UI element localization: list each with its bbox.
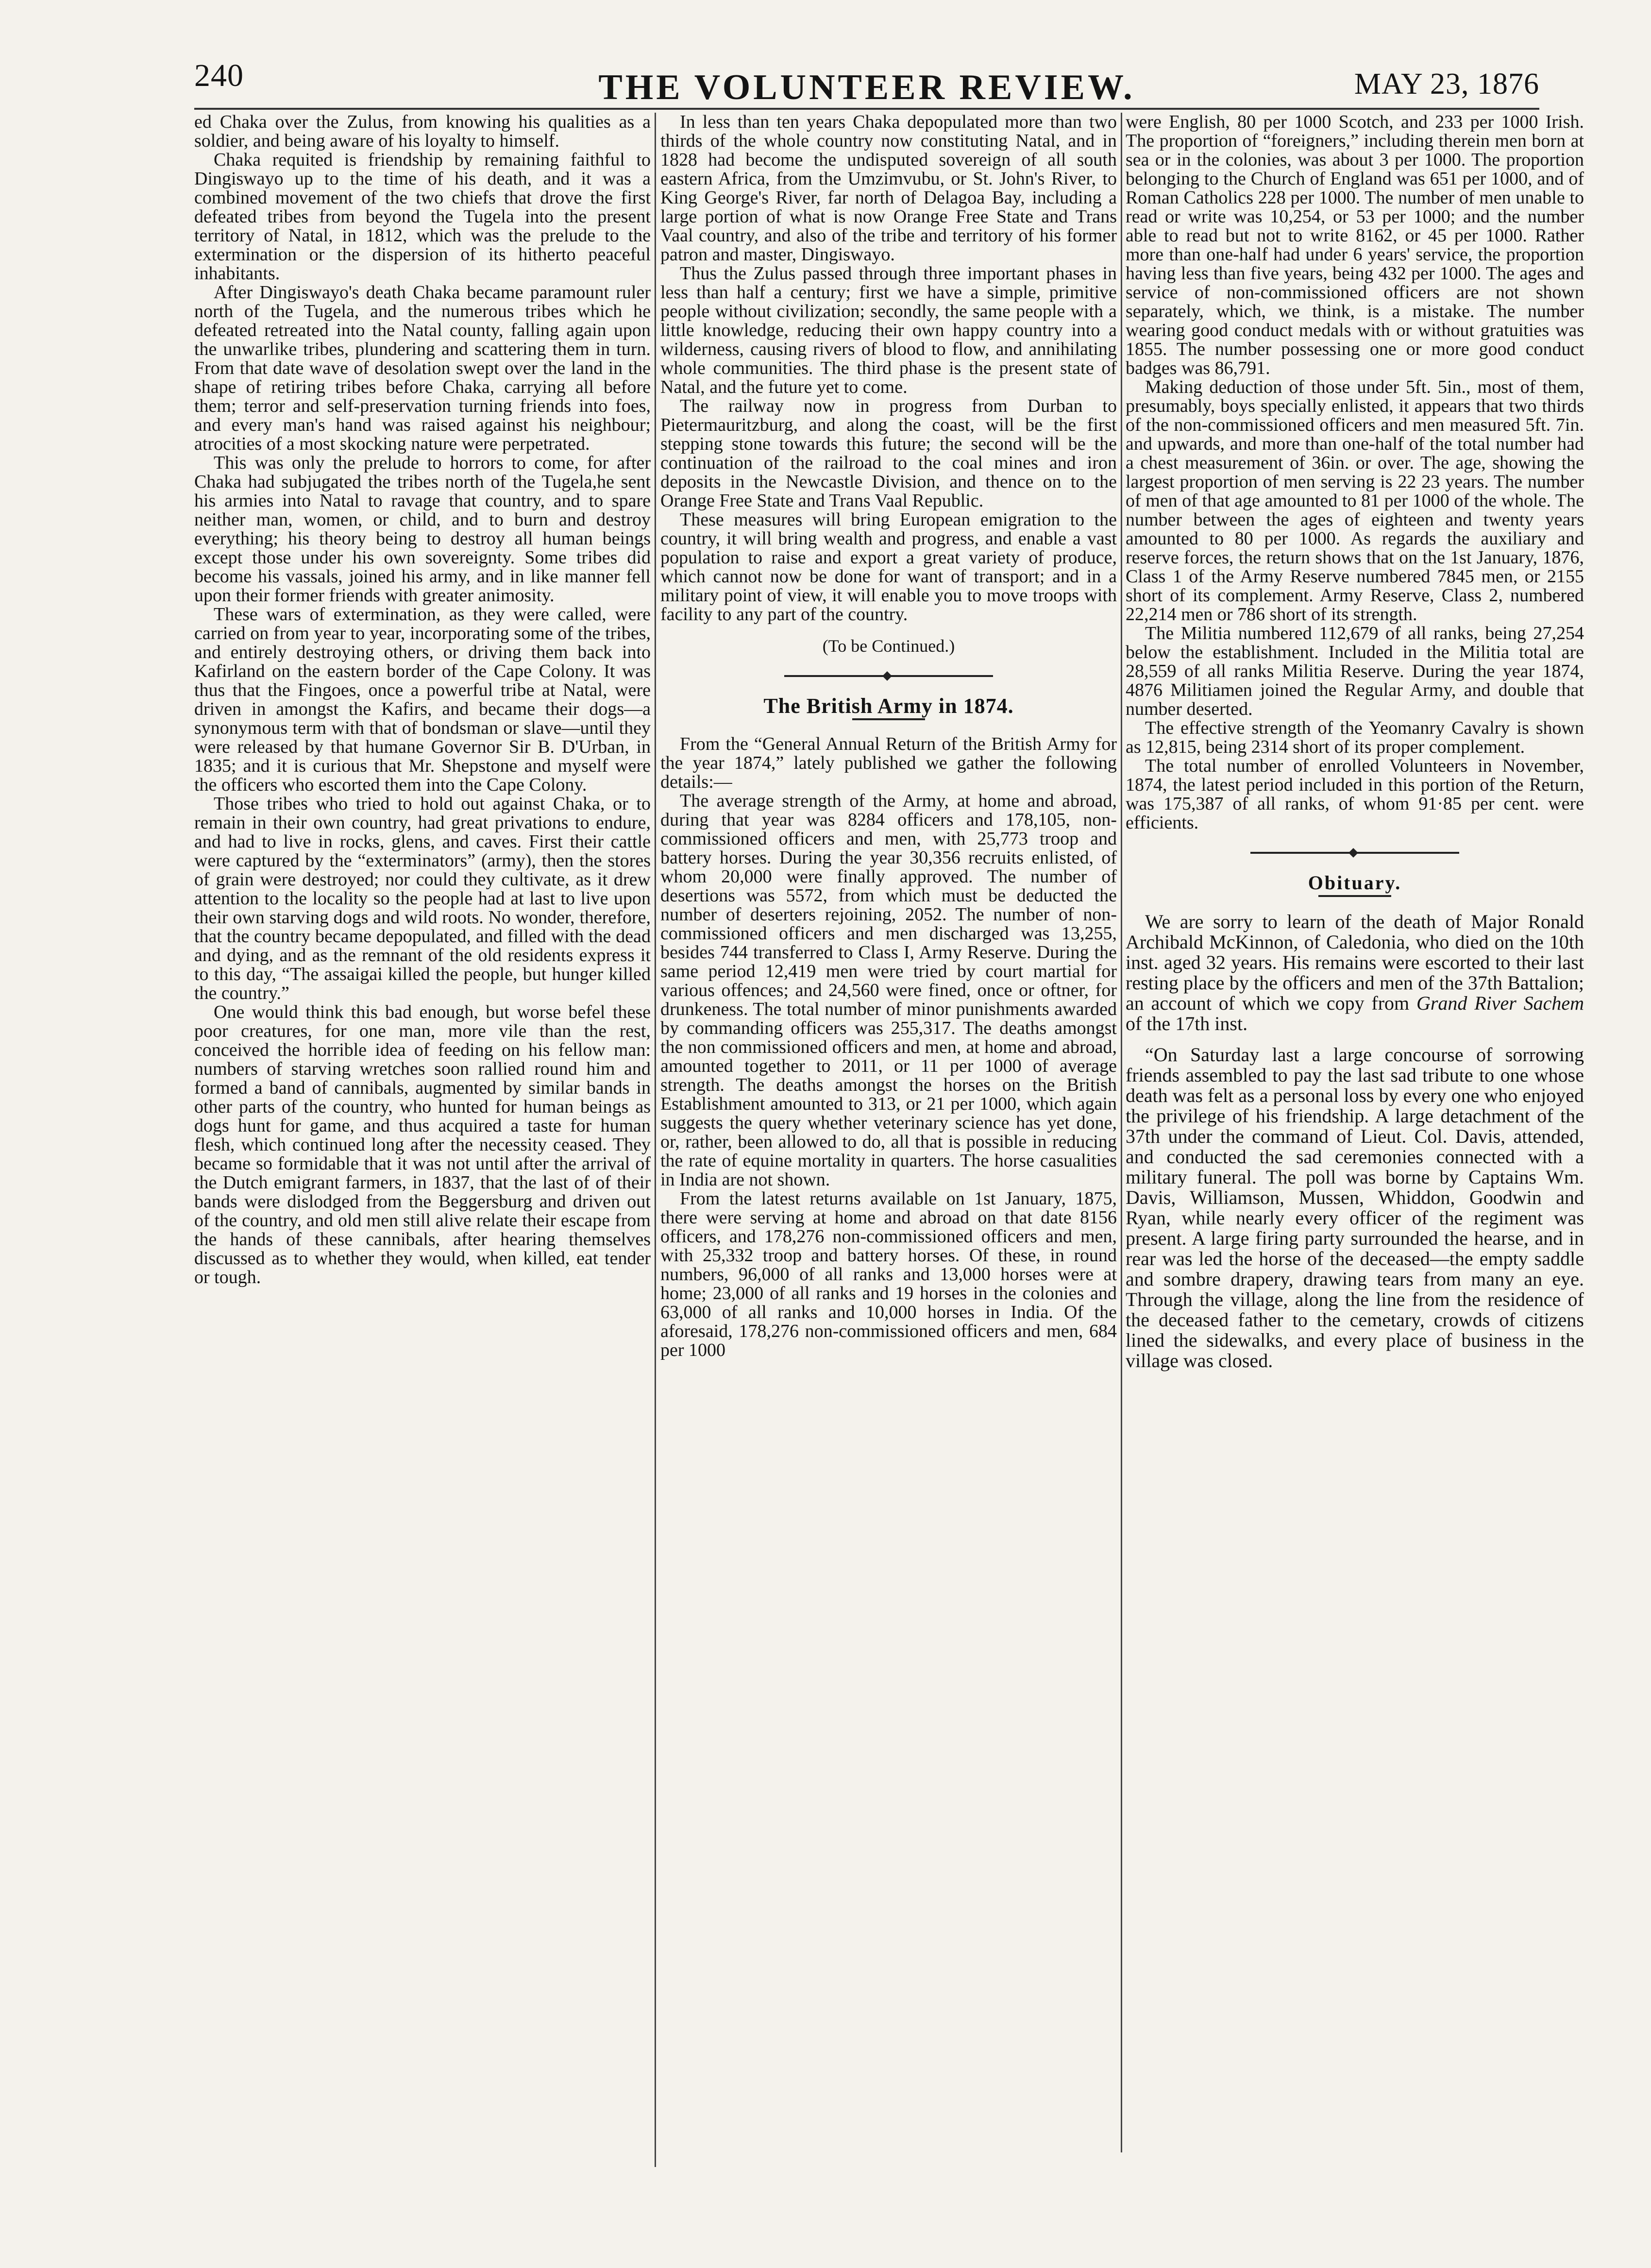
paragraph: Making deduction of those under 5ft. 5in., most of them, presumably, boys specially enlisted, it appears that two thirds of the non-commissioned officers and men measured 5ft. 7in. and upwards, and more than one-half of the total number had a chest measurement of 36in. or over. The age, showing the largest proportion of men serving is 22 23 years. The number of men of that age amounted to 81 per 1000 of the whole. The number between the ages of eighteen and twenty years amounted to 80 per 1000. As regards the auxiliary and reserve forces, the return shows that on the 1st January, 1876, Class 1 of the Army Reserve numbered 7845 men, or 2155 short of its complement. Army Reserve, Class 2, numbered 22,214 men or 786 short of its strength. xyxy=(1126,377,1584,625)
heading-rule xyxy=(1318,895,1391,897)
paragraph: After Dingiswayo's death Chaka became paramount ruler north of the Tugela, and the numerous tribes which he defeated retreated into the Natal county, falling again upon the unwarlike tribes, plundering and scattering them in turn. From that date wave of desolation swept over the land in the shape of retiring tribes before Chaka, carrying all before them; terror and self-preservation turning friends into foes, and every man's hand was raised against his neighbour; atrocities of a most skocking nature were perpetrated. xyxy=(194,282,651,454)
column-divider xyxy=(1121,113,1122,2152)
column-1 xyxy=(194,113,651,2182)
article-heading: The British Army in 1874. xyxy=(763,694,1014,718)
paragraph: These wars of extermination, as they were called, were carried on from year to year, incorporating some of the tribes, and entirely destroying others, or driving them back into Kafirland on the eastern border of the Cape Colony. It was thus that the Fingoes, once a powerful tribe at Natal, were driven in amongst the Kafirs, and became their dogs—a synonymous term with that of bondsman or slave—until they were released by that humane Governor Sir B. D'Urban, in 1835; and it is curious that Mr. Shepstone and myself were the officers who escorted them into the Cape Colony. xyxy=(194,604,651,795)
paragraph: ed Chaka over the Zulus, from knowing his qualities as a soldier, and being aware of his loyalty to himself. xyxy=(194,112,651,151)
section-divider xyxy=(1250,852,1459,854)
obituary-heading: Obituary. xyxy=(1308,872,1402,894)
journal-title: THE VOLUNTEER REVIEW. xyxy=(598,68,1135,107)
paragraph: The Militia numbered 112,679 of all ranks, being 27,254 below the establishment. Included in the Militia total are 28,559 of all ranks Militia Reserve. During the year 1874, 4876 Militiamen joined the Regular Army, and double that number deserted. xyxy=(1126,623,1584,719)
obituary-intro-end: of the 17th inst. xyxy=(1126,1013,1248,1034)
paragraph: were English, 80 per 1000 Scotch, and 233 per 1000 Irish. The proportion of “foreigners,” including therein men born at sea or in the colonies, was about 3 per 1000. The proportion belonging to the Church of England was 651 per 1000, and of Roman Catholics 228 per 1000. The number of men unable to read or write was 10,254, or 53 per 1000; and the number able to read but not to write 8162, or 45 per 1000. Rather more than one-half had under 6 years' service, the proportion having less than five years, being 432 per 1000. The ages and service of non-commissioned officers are not shown separately, which, we think, is a mistake. The number wearing good conduct medals with or without gratuities was 1855. The number possessing one or more good conduct badges was 86,791. xyxy=(1126,112,1584,378)
paragraph: The total number of enrolled Volunteers in November, 1874, the latest period included in this portion of the Return, was 175,387 of all ranks, of whom 91·85 per cent. were efficients. xyxy=(1126,756,1584,833)
paragraph: Those tribes who tried to hold out against Chaka, or to remain in their own country, had great privations to endure, and had to live in rocks, glens, and caves. First their cattle were captured by the “exterminators” (army), then the stores of grain were destroyed; nor could they cultivate, as it drew attention to the locality so the people had at last to live upon their own starving dogs and wild roots. No wonder, therefore, that the country became depopulated, and filled with the dead and dying, and as the remnant of the old residents express it to this day, “The assaigai killed the people, but hunger killed the country.” xyxy=(194,794,651,1003)
paragraph: One would think this bad enough, but worse befel these poor creatures, for one man, more vile than the rest, conceived the horrible idea of feeding on his fellow man: numbers of starving wretches soon rallied round him and formed a band of cannibals, augmented by similar bands in other parts of the country, who hunted for human beings as dogs hunt for game, and thus acquired a taste for human flesh, which continued long after the necessity ceased. They became so formidable that it was not until after the arrival of the Dutch emigrant farmers, in 1837, that the last of of their bands were dislodged from the Beggersburg and driven out of the country, and old men still alive relate their escape from the hands of these cannibals, after hearing themselves discussed as to whether they would, when killed, eat tender or tough. xyxy=(194,1002,651,1287)
to-be-continued: (To be Continued.) xyxy=(822,636,955,656)
obituary-quote: “On Saturday last a large concourse of sorrowing friends assembled to pay the last sad tribute to one whose death was felt as a personal loss by every one who enjoyed the privilege of his friendship. A large detachment of the 37th under the command of Lieut. Col. Davis, attended, and conducted the sad ceremonies connected with a military funeral. The poll was borne by Captains Wm. Davis, Williamson, Mussen, Whiddon, Goodwin and Ryan, while nearly every officer of the regiment was present. A large firing party surrounded the hearse, and in rear was led the horse of the deceased—the empty saddle and sombre drapery, drawing tears from many an eye. Through the village, along the line from the residence of the deceased father to the cemetary, crowds of citizens lined the sidewalks, and every place of business in the village was closed. xyxy=(1126,1044,1584,1371)
paragraph: The effective strength of the Yeomanry Cavalry is shown as 12,815, being 2314 short of its proper complement. xyxy=(1126,718,1584,757)
paragraph: From the “General Annual Return of the British Army for the year 1874,” lately published we gather the following details:— xyxy=(660,734,1117,792)
paragraph: In less than ten years Chaka depopulated more than two thirds of the whole country now constituting Natal, and in 1828 had become the undisputed sovereign of all south eastern Africa, from the Umzimvubu, or St. John's River, to King George's River, far north of Delagoa Bay, including a large portion of what is now Orange Free State and Trans Vaal country, and also of the tribe and territory of his former patron and master, Dingiswayo. xyxy=(660,112,1117,265)
column-2 xyxy=(660,113,1117,2206)
obituary-source: Grand River Sachem xyxy=(1416,992,1584,1014)
column-divider xyxy=(655,113,656,2167)
obituary-intro xyxy=(1126,912,1584,1034)
paragraph: This was only the prelude to horrors to come, for after Chaka had subjugated the tribes north of the Tugela,he sent his armies into Natal to ravage that country, and to spare neither man, women, or child, and to burn and destroy everything; his theory being to destroy all human beings except those under his own sovereignty. Some tribes did become his vassals, joined his army, and in like manner fell upon their former friends with greater animosity. xyxy=(194,453,651,606)
paragraph: Thus the Zulus passed through three important phases in less than half a century; first we have a simple, primitive people without civilization; secondly, the same people with a little knowledge, reducing their own happy country into a wilderness, causing rivers of blood to flow, and annihilating whole communities. The third phase is the present state of Natal, and the future yet to come. xyxy=(660,263,1117,397)
issue-date: MAY 23, 1876 xyxy=(1354,68,1539,101)
header-rule xyxy=(194,108,1539,110)
column-3 xyxy=(1126,113,1584,2109)
heading-rule xyxy=(852,718,925,720)
page-number: 240 xyxy=(194,58,244,93)
obituary-intro-text: We are sorry to learn of the death of Major Ronald Archibald McKinnon, of Caledonia, who died on the 10th inst. aged 32 years. His remains were escorted to their last resting place by the officers and men of the 37th Battalion; an account of which we copy from xyxy=(1126,911,1584,1014)
paragraph: The railway now in progress from Durban to Pietermauritzburg, and along the coast, will be the first stepping stone towards this future; the second will be the continuation of the railroad to the coal mines and iron deposits in the Newcastle Division, and thence on to the Orange Free State and Trans Vaal Republic. xyxy=(660,396,1117,511)
section-divider xyxy=(784,675,993,677)
paragraph: The average strength of the Army, at home and abroad, during that year was 8284 officers and 178,105, non-commissioned officers and men, with 25,773 troop and battery horses. During the year 30,356 recruits enlisted, of whom 20,000 were finally approved. The number of desertions was 5572, from which must be deducted the number of deserters rejoining, 2052. The number of non-commissioned officers and men discharged was 13,255, besides 744 transferred to Class I, Army Reserve. During the same period 12,419 men were tried by court martial for various offences; and 24,560 were fined, once or oftner, for drunkeness. The total number of minor punishments awarded by commanding officers was 255,317. The deaths amongst the non commissioned officers and men, at home and abroad, amounted together to 2011, or 11 per 1000 of average strength. The deaths amongst the horses on the British Establishment amounted to 313, or 21 per 1000, which again suggests the query whether veterinary science has yet done, or, rather, been allowed to do, all that is possible in reducing the rate of equine mortality in quarters. The horse casualities in India are not shown. xyxy=(660,791,1117,1190)
paragraph: These measures will bring European emigration to the country, it will bring wealth and progress, and enable a vast population to raise and export a great variety of produce, which cannot now be done for want of transport; and in a military point of view, it will enable you to move troops with facility to any part of the country. xyxy=(660,509,1117,625)
paragraph: Chaka requited is friendship by remaining faithful to Dingiswayo up to the time of his death, and it was a combined movement of the two chiefs that drove the first defeated tribes from beyond the Tugela into the present territory of Natal, in 1812, which was the prelude to the extermination or the dispersion of its hitherto peaceful inhabitants. xyxy=(194,150,651,284)
paragraph: From the latest returns available on 1st January, 1875, there were serving at home and abroad on that date 8156 officers, and 178,276 non-commissioned officers and men, with 25,332 troop and battery horses. Of these, in round numbers, 96,000 of all ranks and 13,000 horses were at home; 23,000 of all ranks and 19 horses in the colonies and 63,000 of all ranks and 10,000 horses in India. Of the aforesaid, 178,276 non-commissioned officers and men, 684 per 1000 xyxy=(660,1188,1117,1360)
running-head xyxy=(194,57,1539,111)
